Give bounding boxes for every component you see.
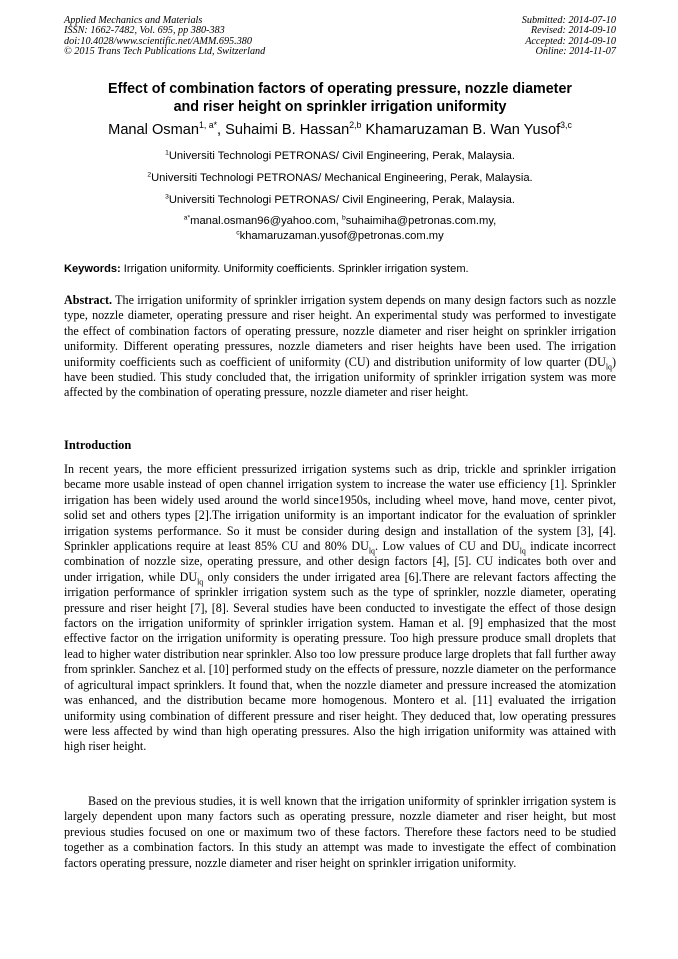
email-a: manal.osman96@yahoo.com, xyxy=(190,215,343,227)
intro-subscript-3: lq xyxy=(197,577,204,587)
email-c-sup: c xyxy=(236,229,240,237)
email-c: khamaruzaman.yusof@petronas.com.my xyxy=(239,230,444,242)
abstract-label: Abstract. xyxy=(64,293,113,307)
keywords-text: Irrigation uniformity. Uniformity coefficients. Sprinkler irrigation system. xyxy=(120,263,469,275)
affiliation-2-text: Universiti Technologi PETRONAS/ Mechanical Engineering, Perak, Malaysia. xyxy=(151,172,533,184)
intro-subscript-2: lq xyxy=(519,546,526,556)
journal-doi: doi:10.4028/www.scientific.net/AMM.695.380 xyxy=(64,35,252,47)
affiliation-1-text: Universiti Technologi PETRONAS/ Civil Engineering, Perak, Malaysia. xyxy=(168,150,515,162)
journal-issn: ISSN: 1662-7482, Vol. 695, pp 380-383 xyxy=(64,25,225,37)
author-list xyxy=(64,121,616,139)
affiliation-1-num: 1 xyxy=(165,149,169,157)
abstract-text-2: ) have been studied. This study concluded that, the irrigation uniformity of sprinkler irrigation system was more affected by the combination of operating pressure, nozzle diameter and riser height. xyxy=(64,354,616,400)
date-revised: Revised: 2014-09-10 xyxy=(530,25,616,37)
author-3-sup: 3,c xyxy=(560,120,572,131)
title-line-2: and riser height on sprinkler irrigation uniformity xyxy=(173,99,507,115)
affiliation-3-num: 3 xyxy=(165,193,169,201)
author-separator: , xyxy=(217,122,226,138)
affiliation-2 xyxy=(64,171,616,185)
introduction-heading: Introduction xyxy=(64,438,132,452)
author-2-sup: 2,b xyxy=(349,120,362,131)
email-b: suhaimiha@petronas.com.my, xyxy=(345,215,497,227)
keywords-label: Keywords: xyxy=(64,263,121,275)
date-submitted: Submitted: 2014-07-10 xyxy=(521,15,616,26)
email-line-1 xyxy=(64,214,616,228)
intro-text-d: only considers the under irrigated area [6].There are relevant factors affecting the irrigation performance of sprinkler irrigation system such as the type of sprinkler, nozzle diameter, operating pressure and riser height [7], [8]. Several studies have been conducted to investigate the effect of those design factors on the irrigation uniformity of sprinkler irrigation system. Haman et al. [9] emphasized that the most effective factor on the irrigation uniformity is operating pressure. Too high pressure produce small droplets that lead to higher water distribution near sprinkler. Also too low pressure produce large droplets that fall further away from sprinkler. Sanchez et al. [10] performed study on the effects of pressure, nozzle diameter on the performance of agricultural impact sprinklers. It found that, when the nozzle diameter and pressure increased the atomization was enhanced, and the distribution became more homogenous. Montero et al. [11] evaluated the irrigation uniformity using combination of different pressure and riser height. They deduced that, low operating pressures were less affected by wind than high operating pressures. Also the high irrigation uniformity was attained with high riser height. xyxy=(64,569,617,754)
introduction-paragraph-1 xyxy=(64,462,616,755)
introduction-paragraph-2: Based on the previous studies, it is well known that the irrigation uniformity of sprinkler irrigation system is largely dependent upon many factors such as operating pressure, nozzle diameter and riser height, but most previous studies focused on one or maximum two of these factors. Therefore these factors need to be studied together as a combination factors. In this study an attempt was made to investigate the effect of combination factors operating pressure, nozzle diameter and riser height on sprinkler irrigation uniformity. xyxy=(64,794,616,870)
affiliation-3 xyxy=(64,193,616,207)
paper-title xyxy=(64,80,616,116)
affiliation-2-num: 2 xyxy=(147,171,152,179)
abstract-subscript: lq xyxy=(605,362,612,372)
intro-text-a: In recent years, the more efficient pressurized irrigation systems such as drip, trickle and sprinkler irrigation became more usable instead of open channel irrigation system to increase the water use efficiency [1]. Sprinkler irrigation has been widely used around the world since1950s, including wheel move, hand move, center pivot, solid set and others types [2].The irrigation uniformity is an important indicator for the evaluation of sprinkler irrigation systems performance. So it must be consider during design and installation of the system [3], [4]. Sprinkler applications require at least 85% CU and 80% DU xyxy=(64,462,616,554)
intro-text-c: indicate incorrect combination of nozzle size, operating pressure, and other design factors [4], [5]. CU indicates both over and under irrigation, while DU xyxy=(64,539,617,584)
author-1: Manal Osman xyxy=(108,122,199,138)
author-1-sup: 1, a* xyxy=(199,120,217,131)
journal-info xyxy=(64,16,265,58)
affiliation-3-text: Universiti Technologi PETRONAS/ Civil Engineering, Perak, Malaysia. xyxy=(168,194,515,206)
journal-name: Applied Mechanics and Materials xyxy=(64,15,203,26)
email-a-sup: a* xyxy=(183,214,191,222)
date-online: Online: 2014-11-07 xyxy=(535,46,616,58)
email-line-2 xyxy=(64,229,616,243)
publication-dates xyxy=(522,16,616,58)
abstract xyxy=(64,293,616,401)
title-line-1: Effect of combination factors of operating pressure, nozzle diameter xyxy=(108,81,572,97)
email-b-sup: b xyxy=(342,214,346,222)
abstract-text-1: The irrigation uniformity of sprinkler irrigation system depends on many design factors such as nozzle type, nozzle diameter, operating pressure and riser height. An experimental study was performed to investigate the effect of combination factors of operating pressure, nozzle diameter and riser height on sprinkler irrigation uniformity. Different operating pressures, nozzle diameters and riser heights have been used. The irrigation uniformity coefficients such as coefficient of uniformity (CU) and distribution uniformity of low quarter (DU xyxy=(64,293,616,369)
author-2: Suhaimi B. Hassan xyxy=(225,122,350,138)
affiliation-1 xyxy=(64,149,616,163)
intro-text-b: . Low values of CU and DU xyxy=(375,539,520,554)
intro-subscript-1: lq xyxy=(368,546,375,556)
journal-copyright: © 2015 Trans Tech Publications Ltd, Switzerland xyxy=(64,46,266,58)
keywords xyxy=(64,262,616,276)
author-3: Khamaruzaman B. Wan Yusof xyxy=(365,122,561,138)
date-accepted: Accepted: 2014-09-10 xyxy=(525,35,616,47)
